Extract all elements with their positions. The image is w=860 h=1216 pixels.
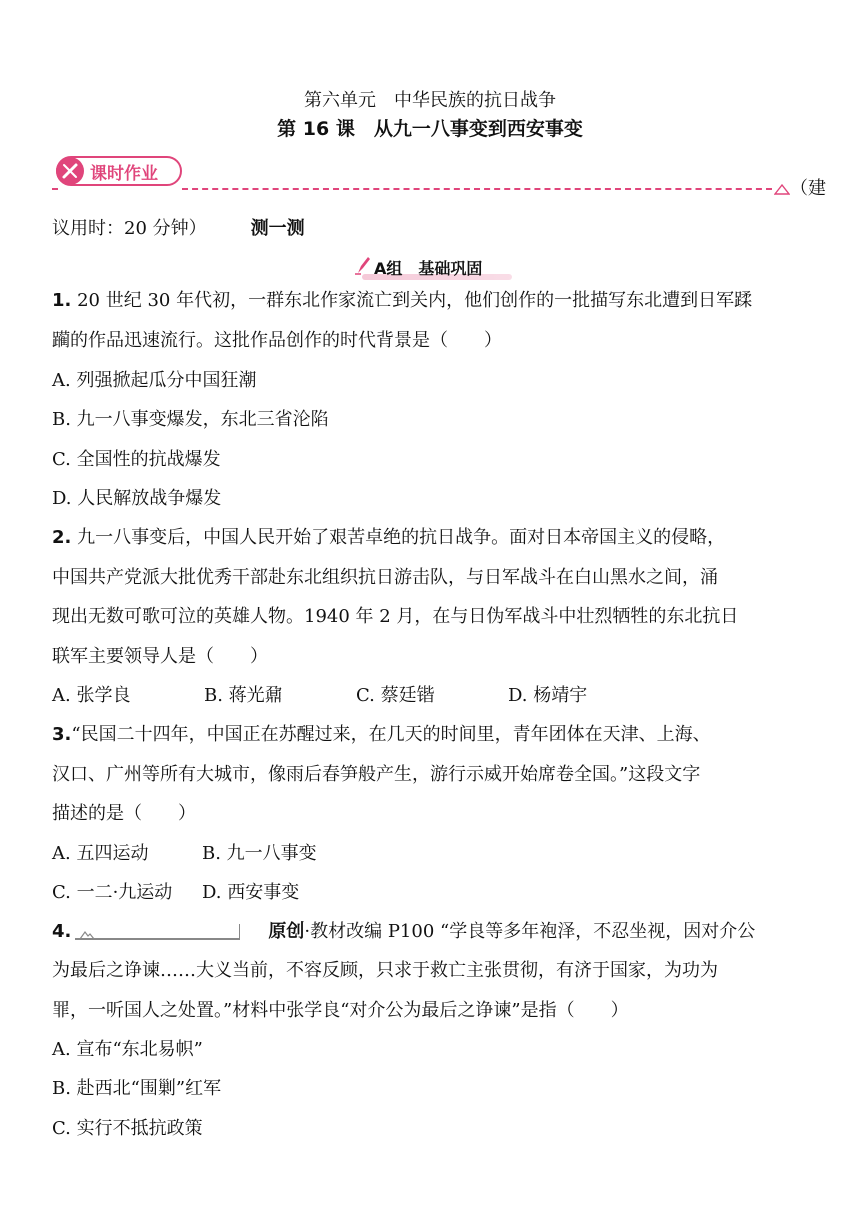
group-a-heading [352,254,482,280]
brush-icon [352,254,374,280]
q1-option-d[interactable]: D. 人民解放战争爆发 [52,488,222,509]
q3-option-c[interactable]: C. 一二·九运动 [52,882,173,903]
source-tag-box [75,924,240,940]
divider-left [52,188,58,190]
unit-title: 第六单元 中华民族的抗日战争 [304,90,556,111]
q4-option-c[interactable]: C. 实行不抵抗政策 [52,1118,203,1139]
group-a-label: A组 基础巩固 [374,258,483,278]
q4-option-a[interactable]: A. 宣布“东北易帜” [52,1039,203,1060]
q1-line2: 躏的作品迅速流行。这批作品创作的时代背景是（ ） [52,330,502,351]
q3-option-a[interactable]: A. 五四运动 [52,843,149,864]
q4-line1 [52,919,755,945]
q2-option-c[interactable]: C. 蔡廷锴 [356,685,435,706]
q2-option-a[interactable]: A. 张学良 [52,685,131,706]
q1-line1 [52,288,752,314]
pencil-ruler-icon [56,157,84,185]
q4-text1: ·教材改编 P100 “学良等多年袍泽，不忍坐视，因对介公 [304,921,756,942]
q3-number: 3. [52,724,72,745]
badge-tail-text: （建 [790,178,826,199]
time-text: 议用时：20 分钟） [52,218,207,239]
q2-line4: 联军主要领导人是（ ） [52,646,268,667]
q4-option-b[interactable]: B. 赴西北“围剿”红军 [52,1078,222,1099]
q1-text1: 20 世纪 30 年代初，一群东北作家流亡到关内，他们创作的一批描写东北遭到日军蹂 [71,290,753,311]
q3-option-d[interactable]: D. 西安事变 [202,882,300,903]
q3-options-row1 [52,841,317,867]
q3-line2: 汉口、广州等所有大城市，像雨后春笋般产生，游行示威开始席卷全国。”这段文字 [52,764,701,785]
q2-line3: 现出无数可歌可泣的英雄人物。1940 年 2 月，在与日伪军战斗中壮烈牺牲的东北抗日 [52,606,739,627]
q4-number: 4. [52,921,72,942]
q3-option-b[interactable]: B. 九一八事变 [202,843,317,864]
q2-option-d[interactable]: D. 杨靖宇 [508,685,588,706]
q3-text1: “民国二十四年，中国正在苏醒过来，在几天的时间里，青年团体在天津、上海、 [71,724,711,745]
lesson-title: 第 16 课 从九一八事变到西安事变 [277,118,583,140]
time-row [52,216,305,242]
q1-number: 1. [52,290,72,311]
q3-line1 [52,722,711,748]
q4-line3: 罪，一听国人之处置。”材料中张学良“对介公为最后之诤谏”是指（ ） [52,1000,629,1021]
q3-options-row2 [52,880,299,906]
clock-icon [774,180,790,199]
q4-line2: 为最后之诤谏……大义当前，不容反顾，只求于救亡主张贯彻，有济于国家，为功为 [52,960,718,981]
q2-line2: 中国共产党派大批优秀干部赴东北组织抗日游击队，与日军战斗在白山黑水之间，涌 [52,567,718,588]
dashed-divider [182,188,772,190]
q2-option-b[interactable]: B. 蒋光鼐 [204,685,283,706]
badge-label: 课时作业 [90,163,158,184]
homework-badge [56,156,182,186]
q1-option-b[interactable]: B. 九一八事变爆发，东北三省沦陷 [52,409,329,430]
section-label: 测一测 [250,218,305,239]
q2-text1: 九一八事变后，中国人民开始了艰苦卓绝的抗日战争。面对日本帝国主义的侵略， [71,527,726,548]
q1-option-a[interactable]: A. 列强掀起瓜分中国狂潮 [52,370,257,391]
q2-number: 2. [52,527,72,548]
q2-line1 [52,525,725,551]
q1-option-c[interactable]: C. 全国性的抗战爆发 [52,449,221,470]
q4-tag: 原创 [268,921,305,942]
mountain-icon [79,922,95,948]
q2-options [52,683,587,709]
q3-line3: 描述的是（ ） [52,803,196,824]
